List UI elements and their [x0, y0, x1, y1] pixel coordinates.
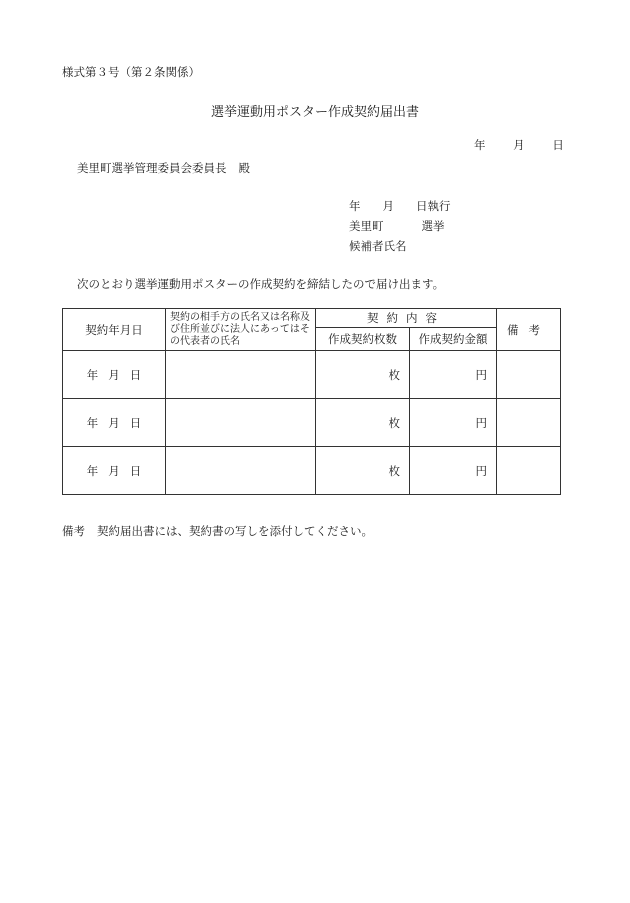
- town-label: 美里町: [349, 219, 384, 233]
- sheets-unit: 枚: [388, 415, 400, 430]
- contract-party-cell[interactable]: [166, 399, 316, 447]
- election-date: [349, 198, 451, 214]
- amount-cell[interactable]: [410, 447, 497, 495]
- election-label: 選挙: [421, 219, 445, 233]
- contract-party-cell[interactable]: [166, 351, 316, 399]
- amount-cell[interactable]: [410, 351, 497, 399]
- addressee: [77, 160, 250, 176]
- remarks-cell[interactable]: [497, 351, 561, 399]
- header-remarks: 備考: [497, 309, 561, 351]
- contract-date-cell[interactable]: [63, 447, 166, 495]
- table-row: [63, 447, 561, 495]
- row-day-label: 日: [129, 463, 142, 478]
- remarks-cell[interactable]: [497, 447, 561, 495]
- row-day-label: 日: [129, 415, 142, 430]
- contract-table: [62, 308, 561, 495]
- election-day-executed-label: 日執行: [416, 199, 451, 213]
- document-title: 選挙運動用ポスター作成契約届出書: [210, 105, 419, 120]
- sheets-unit: 枚: [388, 367, 400, 382]
- row-year-label: 年: [86, 463, 99, 478]
- amount-unit: 円: [475, 463, 487, 478]
- header-contract-party: 契約の相手方の氏名又は名称及び住所並びに法人にあってはその代表者の氏名: [166, 309, 316, 351]
- contract-date-cell[interactable]: [63, 399, 166, 447]
- row-day-label: 日: [129, 367, 142, 382]
- statement-text: 次のとおり選挙運動用ポスターの作成契約を締結したので届け出ます。: [77, 277, 445, 291]
- footnote: [62, 523, 373, 539]
- amount-unit: 円: [475, 367, 487, 382]
- header-contract-content: 契約内容: [316, 309, 497, 328]
- header-sheets: 作成契約枚数: [316, 328, 410, 351]
- day-label: 日: [552, 138, 564, 152]
- form-number: 様式第３号（第２条関係）: [62, 65, 200, 79]
- candidate-name: [349, 238, 407, 254]
- row-month-label: 月: [108, 463, 120, 478]
- candidate-name-label: 候補者氏名: [349, 239, 407, 253]
- sheets-cell[interactable]: [316, 351, 410, 399]
- header-amount: 作成契約金額: [410, 328, 497, 351]
- election-month-label: 月: [382, 199, 394, 213]
- table-row: [63, 399, 561, 447]
- election-name: [349, 218, 445, 234]
- contract-date-cell[interactable]: [63, 351, 166, 399]
- row-month-label: 月: [108, 367, 120, 382]
- row-month-label: 月: [108, 415, 120, 430]
- sheets-cell[interactable]: [316, 399, 410, 447]
- sheets-unit: 枚: [388, 463, 400, 478]
- month-label: 月: [513, 138, 525, 152]
- submission-date: [474, 137, 564, 153]
- sheets-cell[interactable]: [316, 447, 410, 495]
- election-year-label: 年: [349, 199, 361, 213]
- amount-unit: 円: [475, 415, 487, 430]
- row-year-label: 年: [86, 415, 99, 430]
- addressee-name: 美里町選挙管理委員会委員長: [77, 161, 227, 175]
- amount-cell[interactable]: [410, 399, 497, 447]
- footnote-label: 備考: [62, 524, 85, 538]
- header-contract-date: 契約年月日: [63, 309, 166, 351]
- row-year-label: 年: [86, 367, 99, 382]
- remarks-cell[interactable]: [497, 399, 561, 447]
- table-row: [63, 351, 561, 399]
- footnote-text: 契約届出書には、契約書の写しを添付してください。: [97, 524, 373, 538]
- year-label: 年: [474, 138, 486, 152]
- contract-party-cell[interactable]: [166, 447, 316, 495]
- addressee-suffix: 殿: [238, 161, 250, 175]
